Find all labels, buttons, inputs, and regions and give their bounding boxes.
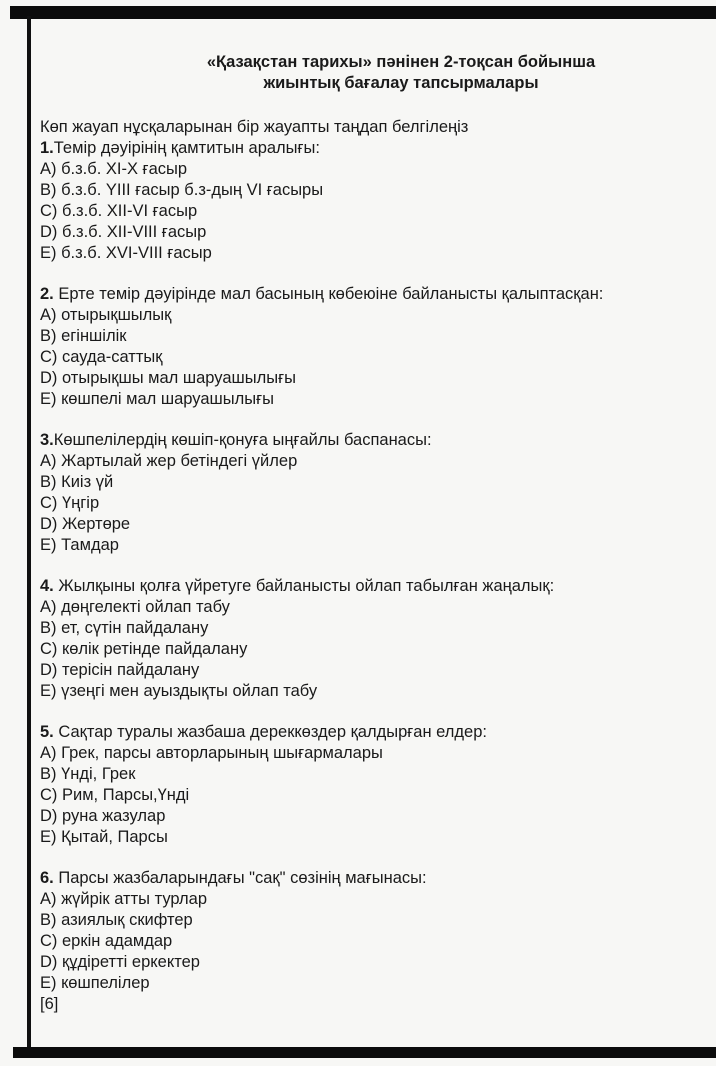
- instruction-text: Көп жауап нұсқаларынан бір жауапты таңдап белгілеңіз: [40, 118, 469, 136]
- answer-option-d: D) отырықшы мал шаруашылығы: [40, 369, 296, 387]
- answer-option-d: D) терісін пайдалану: [40, 661, 200, 679]
- answer-option-e: E) б.з.б. XVI-VIII ғасыр: [40, 244, 212, 262]
- question-stem: [40, 576, 704, 597]
- answer-option-e: E) Қытай, Парсы: [40, 828, 168, 846]
- scan-edge-top: [10, 6, 716, 19]
- question-text: Жылқыны қолға үйретуге байланысты ойлап табылған жаңалық:: [53, 577, 555, 595]
- question-4: [40, 576, 704, 702]
- question-stem: [40, 722, 704, 743]
- answer-option-d: D) руна жазулар: [40, 807, 166, 825]
- question-text: Темір дәуірінің қамтитын аралығы:: [53, 139, 321, 157]
- answer-option-a: A) б.з.б. XI-X ғасыр: [40, 160, 188, 178]
- question-stem: [40, 284, 704, 305]
- question-number: 1.: [40, 139, 54, 157]
- answer-option-b: B) Киіз үй: [40, 473, 114, 491]
- question-stem: [40, 868, 704, 889]
- answer-option-d: D) б.з.б. XII-VIII ғасыр: [40, 223, 207, 241]
- answer-option-c: C) б.з.б. XII-VI ғасыр: [40, 202, 198, 220]
- question-number: 2.: [40, 285, 54, 303]
- answer-option-b: B) азиялық скифтер: [40, 911, 193, 929]
- question-1: [40, 138, 704, 264]
- answer-option-d: D) Жертөре: [40, 515, 131, 533]
- question-5: [40, 722, 704, 848]
- question-stem: [40, 430, 704, 451]
- question-text: Ерте темір дәуірінде мал басының көбеюіне байланысты қалыптасқан:: [53, 285, 604, 303]
- question-6: [40, 868, 704, 994]
- answer-option-b: B) ет, сүтін пайдалану: [40, 619, 209, 637]
- answer-option-a: A) жүйрік атты турлар: [40, 890, 208, 908]
- answer-option-e: E) көшпелілер: [40, 974, 150, 992]
- page-number-footer: [6]: [40, 995, 59, 1013]
- question-number: 3.: [40, 431, 54, 449]
- answer-option-e: E) Тамдар: [40, 536, 119, 554]
- answer-option-c: C) көлік ретінде пайдалану: [40, 640, 248, 658]
- answer-option-c: C) Рим, Парсы,Үнді: [40, 786, 190, 804]
- answer-option-c: C) Үңгір: [40, 494, 100, 512]
- question-text: Сақтар туралы жазбаша дереккөздер қалдырған елдер:: [53, 723, 487, 741]
- question-3: [40, 430, 704, 556]
- answer-option-c: C) еркін адамдар: [40, 932, 173, 950]
- question-number: 4.: [40, 577, 54, 595]
- document-title: [98, 52, 704, 94]
- answer-option-a: A) дөңгелекті ойлап табу: [40, 598, 230, 616]
- question-text: Парсы жазбаларындағы "сақ" сөзінің мағынасы:: [53, 869, 427, 887]
- document-content: [40, 52, 704, 1015]
- scan-edge-bottom: [13, 1047, 716, 1058]
- answer-option-a: A) отырықшылық: [40, 306, 172, 324]
- answer-option-a: A) Жартылай жер бетіндегі үйлер: [40, 452, 298, 470]
- answer-option-a: A) Грек, парсы авторларының шығармалары: [40, 744, 383, 762]
- scan-edge-left: [27, 16, 31, 1051]
- answer-option-d: D) құдіретті еркектер: [40, 953, 200, 971]
- title-line-2: жиынтық бағалау тапсырмалары: [263, 74, 539, 92]
- title-line-1: «Қазақстан тарихы» пәнінен 2-тоқсан бойынша: [206, 53, 596, 71]
- question-number: 5.: [40, 723, 54, 741]
- answer-option-b: B) б.з.б. YIII ғасыр б.з-дың VI ғасыры: [40, 181, 324, 199]
- question-2: [40, 284, 704, 410]
- answer-option-e: E) көшпелі мал шаруашылығы: [40, 390, 274, 408]
- answer-option-b: B) егіншілік: [40, 327, 127, 345]
- answer-option-b: B) Үнді, Грек: [40, 765, 136, 783]
- question-number: 6.: [40, 869, 54, 887]
- answer-option-e: E) үзеңгі мен ауыздықты ойлап табу: [40, 682, 318, 700]
- answer-option-c: C) сауда-саттық: [40, 348, 163, 366]
- question-stem: [40, 138, 704, 159]
- question-text: Көшпелілердің көшіп-қонуға ыңғайлы баспанасы:: [53, 431, 432, 449]
